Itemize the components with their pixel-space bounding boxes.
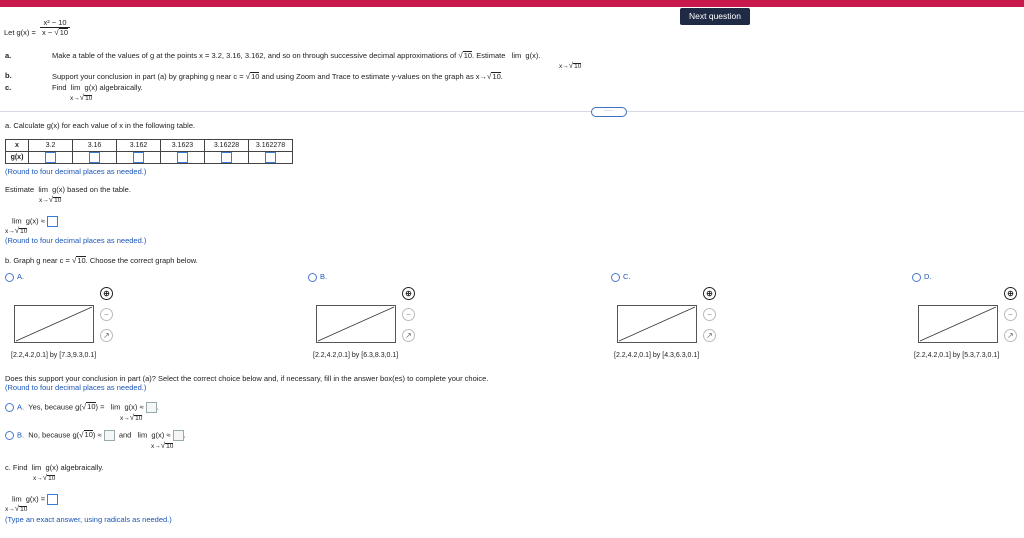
graph-line [16,307,92,341]
radical-icon: √ [79,93,85,102]
period: . [183,430,186,440]
table-header-cell: 3.162 [117,140,161,152]
radical-icon: √ [458,51,463,60]
radical-icon: √ [79,430,84,440]
limit-estimate-input[interactable] [47,216,58,227]
estimate-tail: g(x) based on the table. [52,185,131,194]
graph-a-caption: [2.2,4.2,0.1] by [7.3,9.3,0.1] [11,352,97,359]
gx-answer-input[interactable] [133,152,144,163]
option-letter: C. [623,272,631,281]
radicand: 10 [492,72,501,81]
lim-subscript [39,195,61,205]
option-letter: A. [17,272,25,281]
choice-b-input-2[interactable] [173,430,184,441]
radical-icon: √ [14,226,20,235]
table-cell [117,152,161,164]
lim-subscript [70,93,92,103]
x-to: x→ [120,415,130,422]
choice-b-text: No, because g( [28,430,80,440]
period: . [156,402,159,412]
radical-icon: √ [14,504,20,513]
radicand: 10 [251,72,260,81]
radicand: 10 [574,63,582,70]
choice-a[interactable] [5,402,159,413]
gx-answer-input[interactable] [89,152,100,163]
part-b-label: b. [5,71,12,80]
round-note: (Round to four decimal places as needed.) [5,167,147,176]
radicand: 10 [20,228,28,235]
part-a-text: Make a table of the values of g at the points x = 3.2, 3.16, 3.162, and so on through successive decimal approximations of [52,51,457,60]
choice-a-mid: ) = [95,402,105,412]
radical-icon: √ [42,473,48,482]
lim-label: lim [110,402,121,412]
lim-label: lim [137,430,148,440]
lim-label: lim [511,51,522,60]
part-a-tail: . Estimate [472,51,506,60]
graph-a-plot [15,306,93,342]
lim-subscript [5,504,27,514]
estimate-label: Estimate [5,185,35,194]
graph-c-plot [618,306,696,342]
graph-b-plot [317,306,395,342]
lim-subscript [559,61,581,71]
radical-icon: √ [54,28,59,37]
part-b-tail: and using Zoom and Trace to estimate y-values on the graph as x→ [261,72,488,81]
fraction-denominator [40,27,70,37]
table-header-cell: 3.16228 [205,140,249,152]
table-cell [205,152,249,164]
gx-label: g(x). [525,51,541,60]
table-row-label: g(x) [6,152,29,164]
lim-label: lim [31,463,42,472]
lim-label: lim [70,83,81,92]
support-question: Does this support your conclusion in part (a)? Select the correct choice below and, if necessary, fill in the answer box(es) to complete your choice. [5,374,489,383]
x-to: x→ [5,506,15,513]
part-a-label: a. [5,51,12,60]
graph-line [920,307,996,341]
radicand: 10 [135,415,143,422]
gx-answer-input[interactable] [221,152,232,163]
part-b-text: Support your conclusion in part (a) by graphing g near c = [52,72,244,81]
part-c-intro-text: c. Find [5,463,28,472]
lim-subscript [33,473,55,483]
graph-c-caption: [2.2,4.2,0.1] by [4.3,6.3,0.1] [614,352,700,359]
choice-a-text: Yes, because g( [28,402,82,412]
radicand: 10 [59,28,69,37]
part-b-intro [5,256,198,265]
graph-option-b[interactable] [308,272,327,282]
graph-line [318,307,394,341]
divider [0,111,1024,112]
choice-letter: A. [17,402,25,412]
top-accent-bar [0,0,1024,7]
choice-b[interactable] [5,430,186,441]
exact-answer-note: (Type an exact answer, using radicals as needed.) [5,515,172,524]
popout-icon[interactable]: ↗ [100,329,113,342]
find-label: Find [52,83,67,92]
x-to: x→ [559,63,569,70]
gx-answer-input[interactable] [265,152,276,163]
radicand: 10 [54,197,62,204]
graph-d-caption: [2.2,4.2,0.1] by [5.3,7.3,0.1] [914,352,1000,359]
zoom-out-icon[interactable]: − [1004,308,1017,321]
next-question-button[interactable]: Next question [680,8,750,25]
values-table [5,139,293,164]
part-b-intro-text: b. Graph g near c = [5,256,70,265]
radicand: 10 [84,430,93,440]
and-label: and [118,430,132,440]
part-b-intro-tail: . Choose the correct graph below. [85,256,198,265]
graph-d-plot [919,306,997,342]
radical-icon: √ [487,72,492,81]
graph-b[interactable] [316,305,396,343]
popout-icon[interactable]: ↗ [703,329,716,342]
gx-answer-input[interactable] [45,152,56,163]
radical-icon: √ [71,256,77,265]
radio-button[interactable] [5,431,14,440]
period: . [500,72,503,81]
popout-icon[interactable]: ↗ [402,329,415,342]
radicand: 10 [166,443,174,450]
part-c-label: c. [5,83,12,92]
fraction-numerator: x² − 10 [43,18,67,27]
radicand: 10 [77,256,86,265]
choice-b-mid: ) ≈ [92,430,102,440]
table-header-cell: 3.2 [29,140,73,152]
zoom-in-icon[interactable]: ⊕ [100,287,113,300]
limit-exact-input[interactable] [47,494,58,505]
zoom-out-icon[interactable]: − [100,308,113,321]
x-to: x→ [33,475,43,482]
expand-toggle-button[interactable]: ····· [591,107,627,117]
part-c-statement [52,83,143,92]
radical-icon: √ [129,413,135,422]
lim-subscript [120,413,142,423]
x-to: x→ [39,197,49,204]
estimate-statement [5,185,131,194]
option-letter: B. [320,272,328,281]
lim-gx-label: g(x) ≈ [124,402,144,412]
lim-gx-label: g(x) ≈ [25,216,45,226]
graph-option-c[interactable] [611,272,631,282]
choice-letter: B. [17,430,25,440]
radio-button[interactable] [5,273,14,282]
problem-fraction [40,18,70,37]
zoom-in-icon[interactable]: ⊕ [703,287,716,300]
denominator-x: x − [42,28,53,37]
lim-subscript [151,441,173,451]
lim-subscript [5,226,27,236]
graph-line [619,307,695,341]
table-header-cell: 3.1623 [161,140,205,152]
radicand: 10 [463,51,473,60]
round-note: (Round to four decimal places as needed.) [5,383,147,392]
part-b-statement [52,72,503,81]
gx-answer-input[interactable] [177,152,188,163]
round-note: (Round to four decimal places as needed.) [5,236,147,245]
radio-button[interactable] [5,403,14,412]
radical-icon: √ [81,402,87,412]
x-to: x→ [70,95,80,102]
part-c-intro-tail: g(x) algebraically. [45,463,104,472]
popout-icon[interactable]: ↗ [1004,329,1017,342]
table-cell [161,152,205,164]
lim-label: lim [38,185,48,194]
radio-button[interactable] [611,273,620,282]
table-header-cell: 3.16 [73,140,117,152]
table-cell [73,152,117,164]
radical-icon: √ [245,72,251,81]
part-a-intro: a. Calculate g(x) for each value of x in the following table. [5,121,196,130]
problem-let-label: Let g(x) = [4,28,36,37]
lim-label: lim [12,216,22,226]
x-to: x→ [5,228,15,235]
radical-icon: √ [48,195,54,204]
lim-gx-label: g(x) = [25,494,46,504]
part-c-tail: g(x) algebraically. [84,83,143,92]
choice-a-input[interactable] [146,402,157,413]
part-a-statement [52,51,540,60]
part-c-intro [5,463,104,472]
table-cell [29,152,73,164]
zoom-in-icon[interactable]: ⊕ [402,287,415,300]
lim-gx-label: g(x) ≈ [151,430,171,440]
graph-d[interactable] [918,305,998,343]
zoom-in-icon[interactable]: ⊕ [1004,287,1017,300]
graph-option-d[interactable] [912,272,932,282]
zoom-out-icon[interactable]: − [402,308,415,321]
graph-option-a[interactable] [5,272,24,282]
lim-label: lim [12,494,22,504]
table-row [6,152,293,164]
radicand: 10 [20,506,28,513]
zoom-out-icon[interactable]: − [703,308,716,321]
graph-a[interactable] [14,305,94,343]
radicand: 10 [48,475,56,482]
table-header-cell: 3.162278 [249,140,293,152]
graph-b-caption: [2.2,4.2,0.1] by [6.3,8.3,0.1] [313,352,399,359]
radical-icon: √ [568,61,574,70]
radical-icon: √ [160,441,166,450]
radicand: 10 [87,402,96,412]
table-header-cell: x [6,140,29,152]
radicand: 10 [85,95,93,102]
radio-button[interactable] [308,273,317,282]
graph-c[interactable] [617,305,697,343]
table-header-row [6,140,293,152]
radio-button[interactable] [912,273,921,282]
choice-b-input-1[interactable] [104,430,115,441]
option-letter: D. [924,272,932,281]
table-cell [249,152,293,164]
x-to: x→ [151,443,161,450]
